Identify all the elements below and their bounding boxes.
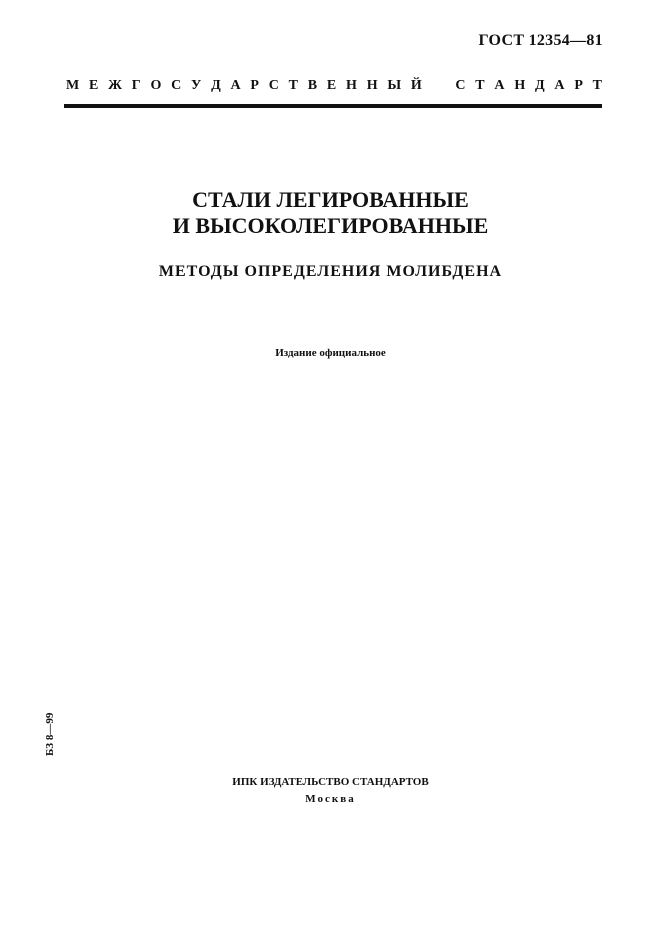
standard-type-letter: Т <box>475 78 485 93</box>
standard-type-letter: Н <box>366 78 378 93</box>
standard-type-letter: Н <box>514 78 526 93</box>
title-line-1: СТАЛИ ЛЕГИРОВАННЫЕ <box>192 187 469 212</box>
standard-type-letter: Р <box>250 78 259 93</box>
standard-type-letter: М <box>66 78 80 93</box>
word-gap <box>432 78 446 94</box>
edition-note: Издание официальное <box>275 347 386 359</box>
standard-type-letter: С <box>455 78 466 93</box>
standard-type-letter: Й <box>410 78 422 93</box>
standard-type-letter: Ы <box>387 78 402 93</box>
standard-type-letter: Г <box>131 78 141 93</box>
standard-type-letter: А <box>554 78 565 93</box>
publisher-name: ИПК ИЗДАТЕЛЬСТВО СТАНДАРТОВ <box>232 776 429 788</box>
standard-type-letter: Е <box>326 78 337 93</box>
side-catalog-code: БЗ 8—99 <box>44 712 56 756</box>
standard-type-letter: Д <box>211 78 221 93</box>
standard-type-letter: С <box>171 78 182 93</box>
standard-type-letter: Е <box>89 78 99 93</box>
standard-type-heading <box>66 78 602 94</box>
standard-type-letter: Р <box>574 78 583 93</box>
document-title <box>0 187 661 239</box>
header-rule <box>64 104 602 108</box>
standard-type-letter: С <box>268 78 279 93</box>
title-line-2: И ВЫСОКОЛЕГИРОВАННЫЕ <box>172 213 489 238</box>
standard-type-letter: Т <box>592 78 602 93</box>
standard-type-letter: В <box>307 78 318 93</box>
document-subtitle: МЕТОДЫ ОПРЕДЕЛЕНИЯ МОЛИБДЕНА <box>158 263 503 280</box>
standard-type-letter: Ж <box>108 78 122 93</box>
standard-type-letter: А <box>494 78 505 93</box>
standard-type-letter: Н <box>346 78 357 93</box>
standard-type-letter: Д <box>534 78 545 93</box>
standard-type-letter: А <box>230 78 241 93</box>
publisher-city: Москва <box>305 793 356 805</box>
document-number: ГОСТ 12354—81 <box>478 32 603 49</box>
standard-type-letter: У <box>191 78 202 93</box>
standard-type-letter: О <box>150 78 162 93</box>
standard-type-letter: Т <box>288 78 299 93</box>
